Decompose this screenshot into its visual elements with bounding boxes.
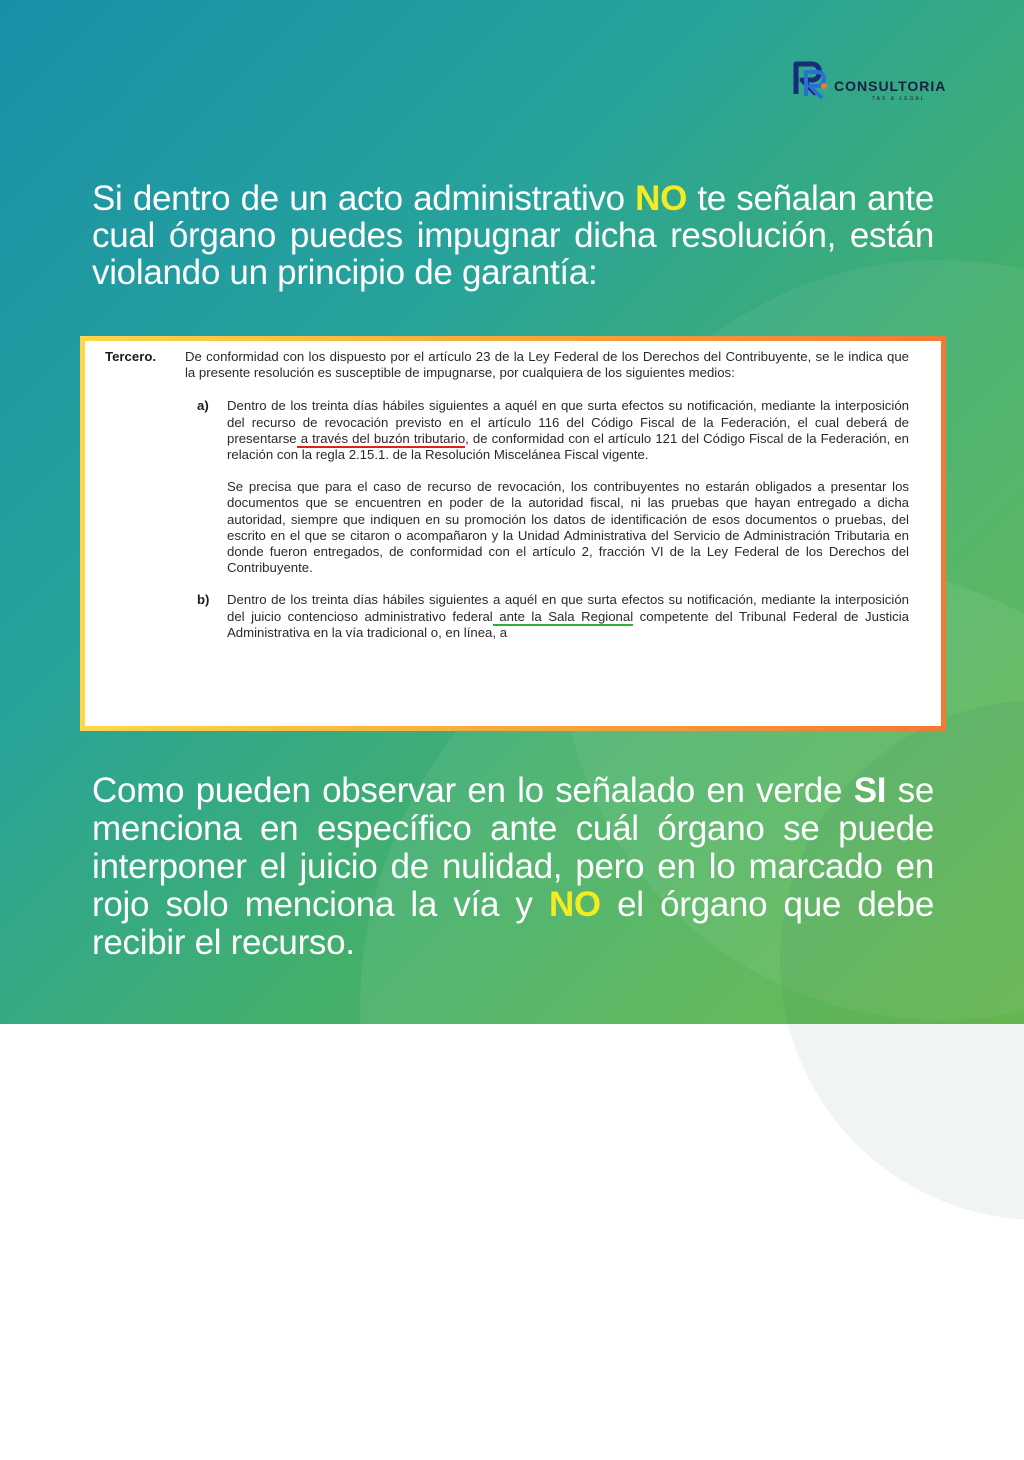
closing-emphasis: SI <box>853 771 887 810</box>
document-excerpt <box>85 341 941 726</box>
document-excerpt-frame <box>80 336 946 731</box>
closing-text: se menciona en específico ante cuál órgano se puede interponer el juicio de nulidad, pero en lo marcado en rojo solo menciona la vía y <box>92 771 935 924</box>
item-text: Dentro de los treinta días hábiles siguientes a aquél en que surta efectos su notificación, mediante la interposición del recurso de revocación previsto en el artículo 116 del Código Fiscal de la Federación, el cual deberá de presentarse <box>227 398 909 446</box>
item-text: , de conformidad con el artículo 121 del Código Fiscal de la Federación, en relación con la regla 2.15.1. de la Resolución Miscelánea Fiscal vigente. <box>227 430 910 463</box>
section-label: Tercero. <box>105 349 157 364</box>
item-text: Dentro de los treinta días hábiles siguientes a aquél en que surta efectos su notificación, mediante la interposición del juicio contencioso administrativo federal <box>227 592 909 624</box>
brand-tagline: TAX & LEGAL <box>872 96 926 102</box>
lead-highlight: NO <box>635 179 688 218</box>
brand-logo <box>790 56 970 106</box>
green-marked-text: ante la Sala Regional <box>492 608 634 624</box>
list-item-a <box>197 398 910 463</box>
item-letter: a) <box>197 398 209 414</box>
rr-logo-icon <box>790 56 836 102</box>
lead-text: te señalan ante cual órgano puedes impugnar dicha resolución, están violando un principio de garantía: <box>92 179 934 292</box>
closing-paragraph <box>92 772 934 962</box>
item-text: competente del Tribunal Federal de Justicia Administrativa en la vía tradicional o, en línea, a <box>227 608 909 640</box>
section-intro: De conformidad con los dispuesto por el artículo 23 de la Ley Federal de los Derechos del Contribuyente, se le indica que la presente resolución es susceptible de impugnarse, por cualquiera de los siguientes medios: <box>185 349 909 381</box>
red-marked-text: a través del buzón tributario <box>296 430 466 446</box>
brand-name: CONSULTORIA <box>834 78 947 94</box>
closing-highlight: NO <box>548 885 601 924</box>
lead-text: Si dentro de un acto administrativo <box>92 179 636 218</box>
lead-paragraph <box>92 180 934 291</box>
closing-text: Como pueden observar en lo señalado en verde <box>92 771 854 810</box>
closing-text: el órgano que debe recibir el recurso. <box>92 885 935 962</box>
item-letter: b) <box>197 592 210 608</box>
item-a-note: Se precisa que para el caso de recurso de revocación, los contribuyentes no estarán obligados a presentar los documentos que se encuentren en poder de la autoridad fiscal, ni las pruebas que hayan entregado a dicha autoridad, siempre que indiquen en su promoción los datos de identificación de esos documentos o pruebas, del escrito en el que se citaron o acompañaron y la Unidad Administrativa del Servicio de Administración Tributaria en donde fueron entregados, de conformidad con el artículo 2, fracción VI de la Ley Federal de los Derechos del Contribuyente. <box>227 479 909 576</box>
list-item-b <box>197 592 909 641</box>
